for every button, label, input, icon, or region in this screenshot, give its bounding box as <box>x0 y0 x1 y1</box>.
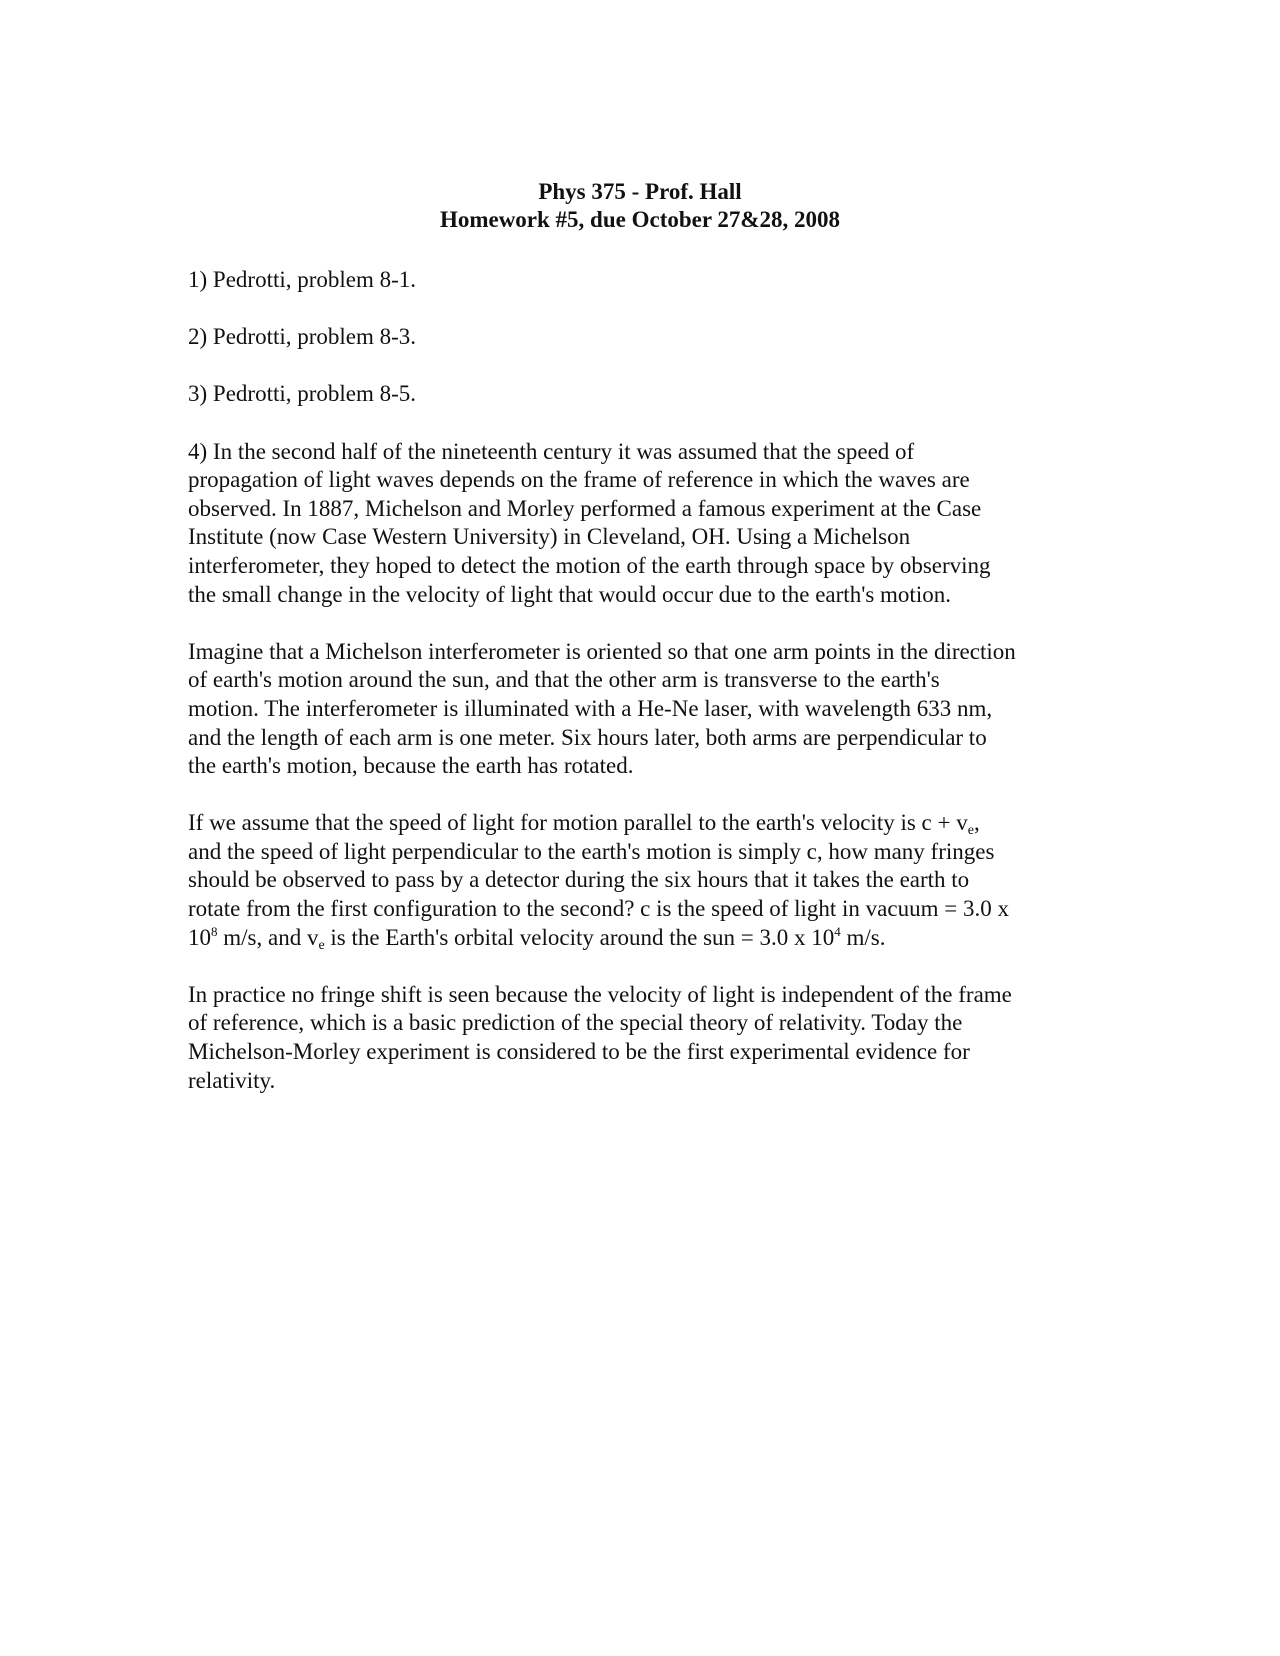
paragraph-line: In practice no fringe shift is seen because the velocity of light is independent of the frame <box>188 981 1012 1007</box>
paragraph-line: motion. The interferometer is illuminated with a He-Ne laser, with wavelength 633 nm, <box>188 695 993 721</box>
paragraph-line: the small change in the velocity of light that would occur due to the earth's motion. <box>188 581 951 607</box>
paragraph-line: of earth's motion around the sun, and that the other arm is transverse to the earth's <box>188 667 940 693</box>
question-text: m/s, and v <box>217 924 319 950</box>
paragraph-line <box>188 924 1108 953</box>
problem-1 <box>188 266 1108 295</box>
subscript-e: e <box>318 937 325 953</box>
problem-line: 2) Pedrotti, problem 8-3. <box>188 324 417 350</box>
problem-4-intro <box>188 438 1108 610</box>
problem-4-conclusion <box>188 981 1108 1095</box>
paragraph-line: Imagine that a Michelson interferometer is oriented so that one arm points in the direction <box>188 638 1016 664</box>
problem-3 <box>188 380 1108 409</box>
problem-line: 1) Pedrotti, problem 8-1. <box>188 267 417 292</box>
problem-2 <box>188 323 1108 352</box>
question-text: If we assume that the speed of light for motion parallel to the earth's velocity is c + v <box>188 810 968 836</box>
paragraph-line: and the speed of light perpendicular to the earth's motion is simply c, how many fringes <box>188 838 995 864</box>
paragraph-line: Institute (now Case Western University) in Cleveland, OH. Using a Michelson <box>188 524 911 550</box>
paragraph-line: observed. In 1887, Michelson and Morley performed a famous experiment at the Case <box>188 495 982 521</box>
document-body <box>188 266 1108 1124</box>
problem-4-question <box>188 809 1108 952</box>
question-text: is the Earth's orbital velocity around the sun = 3.0 x 10 <box>324 924 835 950</box>
paragraph-line: and the length of each arm is one meter. Six hours later, both arms are perpendicular to <box>188 724 987 750</box>
question-text: m/s. <box>840 924 886 950</box>
assignment-title: Homework #5, due October 27&28, 2008 <box>439 207 841 232</box>
question-text: , <box>973 810 980 836</box>
problem-4-setup <box>188 638 1108 781</box>
paragraph-line: relativity. <box>188 1067 276 1093</box>
problem-line: 3) Pedrotti, problem 8-5. <box>188 381 417 407</box>
paragraph-line: 4) In the second half of the nineteenth century it was assumed that the speed of <box>188 438 915 464</box>
exponent: 4 <box>834 923 841 939</box>
exponent: 8 <box>211 923 218 939</box>
question-text: 10 <box>188 924 211 950</box>
paragraph-line: Michelson-Morley experiment is considered to be the first experimental evidence for <box>188 1039 970 1065</box>
paragraph-line: interferometer, they hoped to detect the motion of the earth through space by observing <box>188 552 991 578</box>
paragraph-line: the earth's motion, because the earth has rotated. <box>188 753 634 779</box>
paragraph-line: rotate from the first configuration to the second? c is the speed of light in vacuum = 3.0 x <box>188 896 1009 922</box>
paragraph-line: propagation of light waves depends on the frame of reference in which the waves are <box>188 467 970 493</box>
paragraph-line: should be observed to pass by a detector during the six hours that it takes the earth to <box>188 867 970 893</box>
paragraph-line: of reference, which is a basic prediction of the special theory of relativity. Today the <box>188 1010 963 1036</box>
paragraph-line <box>188 809 1108 838</box>
document-header <box>0 178 1280 234</box>
course-title: Phys 375 - Prof. Hall <box>538 179 742 204</box>
subscript-e: e <box>967 823 974 839</box>
